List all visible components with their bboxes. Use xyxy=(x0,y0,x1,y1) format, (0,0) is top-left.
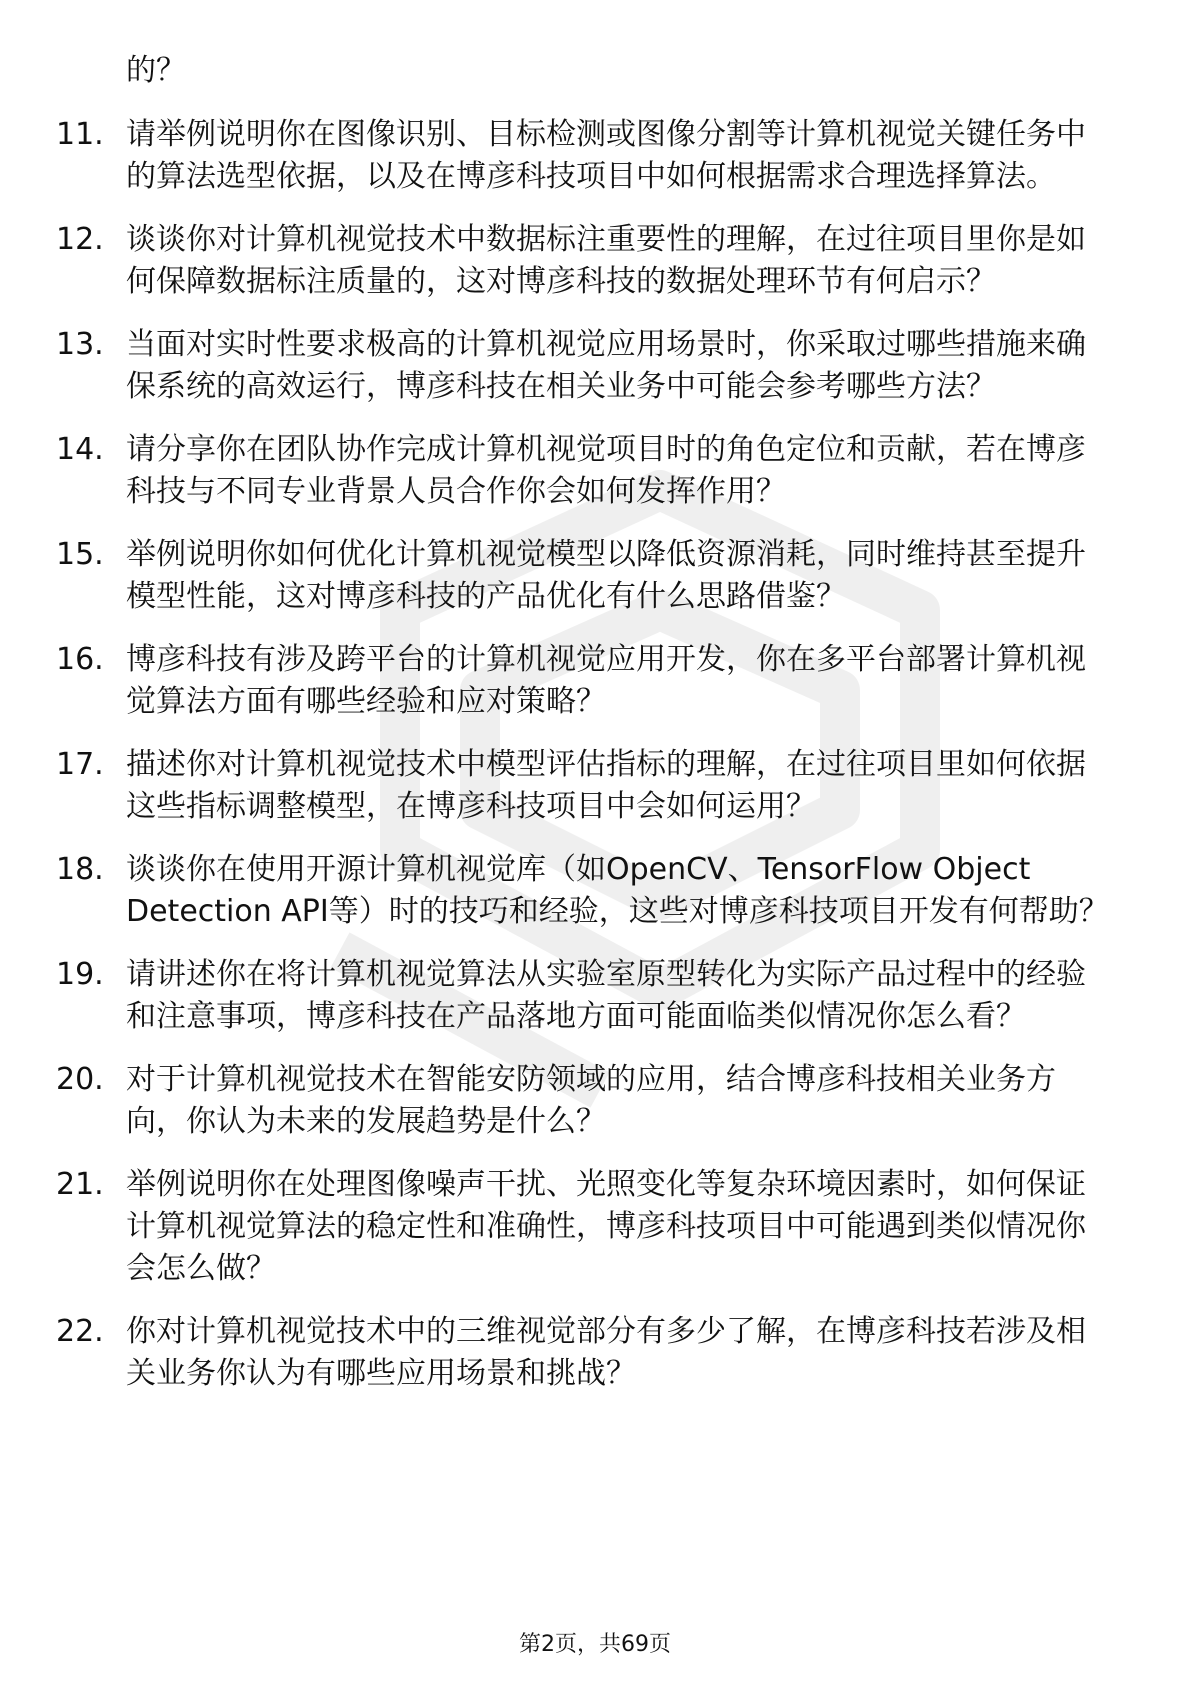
question-item xyxy=(0,1311,1190,1395)
question-text: 博彦科技有涉及跨平台的计算机视觉应用开发，你在多平台部署计算机视觉算法方面有哪些经验和应对策略？ xyxy=(126,642,1086,719)
question-number: 11. xyxy=(56,117,104,152)
question-text: 举例说明你在处理图像噪声干扰、光照变化等复杂环境因素时，如何保证计算机视觉算法的稳定性和准确性，博彦科技项目中可能遇到类似情况你会怎么做？ xyxy=(126,1167,1086,1286)
question-item xyxy=(0,324,1190,408)
question-text: 举例说明你如何优化计算机视觉模型以降低资源消耗，同时维持甚至提升模型性能，这对博彦科技的产品优化有什么思路借鉴？ xyxy=(126,537,1086,614)
question-number: 21. xyxy=(56,1167,104,1202)
question-text: 请讲述你在将计算机视觉算法从实验室原型转化为实际产品过程中的经验和注意事项，博彦科技在产品落地方面可能面临类似情况你怎么看？ xyxy=(126,957,1086,1034)
question-item xyxy=(0,744,1190,828)
question-text: 当面对实时性要求极高的计算机视觉应用场景时，你采取过哪些措施来确保系统的高效运行，博彦科技在相关业务中可能会参考哪些方法？ xyxy=(126,327,1086,404)
question-number: 13. xyxy=(56,327,104,362)
question-item xyxy=(0,639,1190,723)
question-number: 14. xyxy=(56,432,104,467)
question-item xyxy=(0,849,1190,933)
question-item xyxy=(0,1164,1190,1290)
question-number: 16. xyxy=(56,642,104,677)
question-number: 22. xyxy=(56,1314,104,1349)
question-number: 19. xyxy=(56,957,104,992)
question-text: 描述你对计算机视觉技术中模型评估指标的理解，在过往项目里如何依据这些指标调整模型，在博彦科技项目中会如何运用？ xyxy=(126,747,1086,824)
continuation-text: 的？ xyxy=(126,53,186,88)
question-text: 请举例说明你在图像识别、目标检测或图像分割等计算机视觉关键任务中的算法选型依据，以及在博彦科技项目中如何根据需求合理选择算法。 xyxy=(126,117,1086,194)
question-text: 请分享你在团队协作完成计算机视觉项目时的角色定位和贡献，若在博彦科技与不同专业背景人员合作你会如何发挥作用？ xyxy=(126,432,1086,509)
question-item xyxy=(0,114,1190,198)
page-number-footer: 第2页，共69页 xyxy=(519,1632,671,1657)
question-number: 18. xyxy=(56,852,104,887)
question-item xyxy=(0,534,1190,618)
question-item xyxy=(0,219,1190,303)
question-item xyxy=(0,429,1190,513)
question-text: 对于计算机视觉技术在智能安防领域的应用，结合博彦科技相关业务方向，你认为未来的发展趋势是什么？ xyxy=(126,1062,1056,1139)
question-number: 12. xyxy=(56,222,104,257)
question-number: 17. xyxy=(56,747,104,782)
question-text: 你对计算机视觉技术中的三维视觉部分有多少了解，在博彦科技若涉及相关业务你认为有哪些应用场景和挑战？ xyxy=(126,1314,1086,1391)
question-item xyxy=(0,954,1190,1038)
question-item xyxy=(0,1059,1190,1143)
question-number: 15. xyxy=(56,537,104,572)
question-number: 20. xyxy=(56,1062,104,1097)
question-list xyxy=(0,114,1190,1416)
question-text: 谈谈你对计算机视觉技术中数据标注重要性的理解，在过往项目里你是如何保障数据标注质量的，这对博彦科技的数据处理环节有何启示？ xyxy=(126,222,1086,299)
question-text: 谈谈你在使用开源计算机视觉库（如OpenCV、TensorFlow Object Detection API等）时的技巧和经验，这些对博彦科技项目开发有何帮助？ xyxy=(126,852,1109,929)
